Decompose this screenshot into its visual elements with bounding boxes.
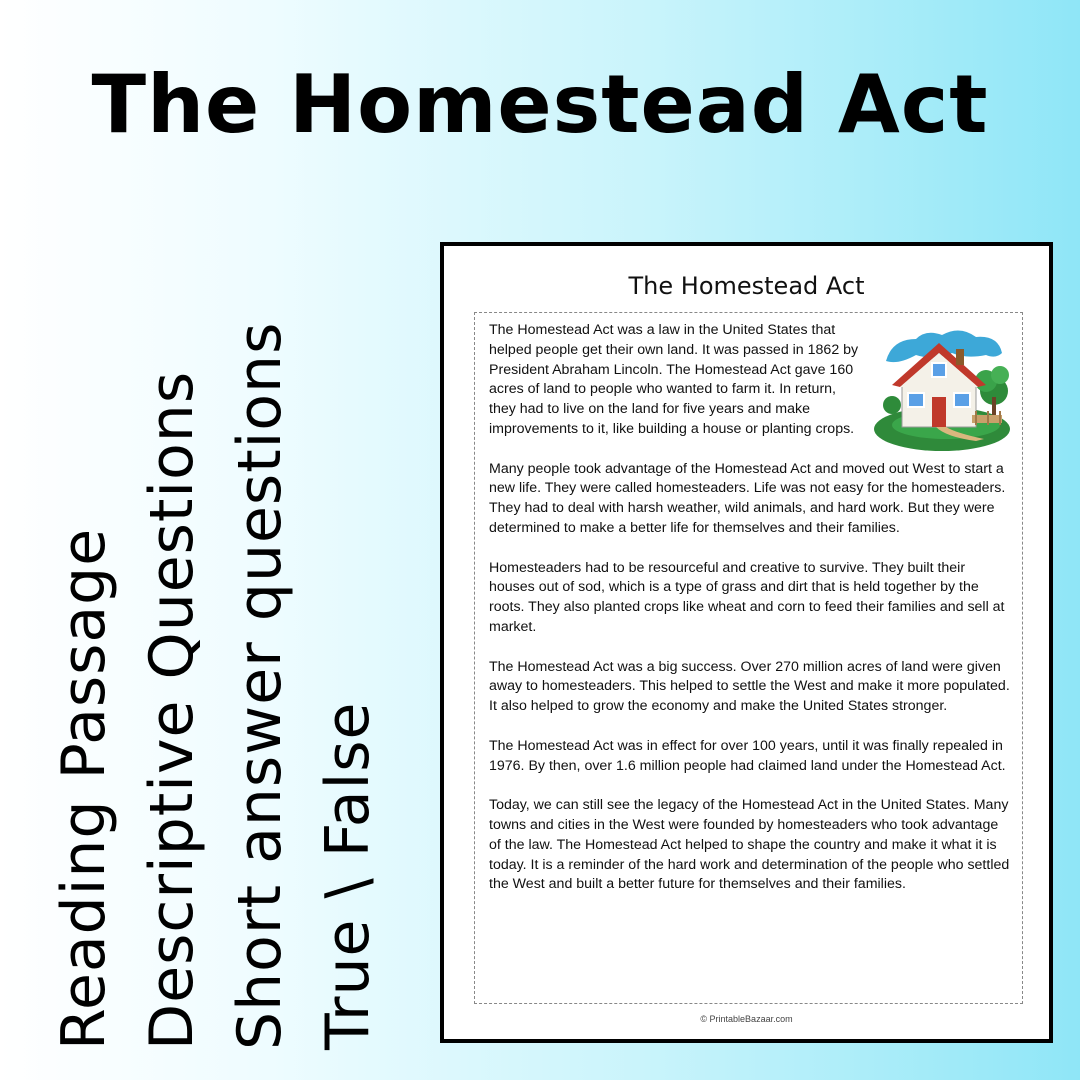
label-descriptive-questions: Descriptive Questions — [137, 370, 207, 1050]
side-labels — [40, 290, 392, 1050]
paragraph-1: The Homestead Act was a law in the United States that helped people get their own land. It was passed in 1862 by President Abraham Lincoln. The Homestead Act gave 160 acres of land to people who wanted to farm it. In return, they had to live on the land for five years and make improvements to it, like building a house or planting crops. — [489, 322, 859, 437]
worksheet-title: The Homestead Act — [628, 272, 865, 300]
paragraph-5: The Homestead Act was in effect for over 100 years, until it was finally repealed in 1976. By then, over 1.6 million people had claimed land under the Homestead Act. — [489, 737, 1006, 774]
worksheet-preview — [440, 242, 1053, 1043]
page-title: The Homestead Act — [91, 58, 989, 151]
paragraph-2: Many people took advantage of the Homestead Act and moved out West to start a new life. They were called homesteaders. Life was not easy for the homesteaders. They had to deal with harsh weather, wild animals, and hard work. But they were determined to make a better life for themselves and their families. — [489, 460, 1006, 536]
paragraph-3: Homesteaders had to be resourceful and creative to survive. They built their houses out of sod, which is a type of grass and dirt that is held together by the roots. They also planted crops like wheat and corn to feed their families and sell at market. — [489, 559, 1005, 635]
label-true-false: True \ False — [313, 701, 383, 1050]
copyright-footer: © PrintableBazaar.com — [700, 1014, 793, 1024]
label-short-answer-questions: Short answer questions — [225, 321, 295, 1050]
passage-box — [474, 312, 1023, 1004]
paragraph-6: Today, we can still see the legacy of the Homestead Act in the United States. Many towns and cities in the West were founded by homesteaders who took advantage of the law. The Homestead Act helped to shape the country and make it what it is today. It is a reminder of the hard work and determination of the people who settled the West and built a better future for themselves and their families. — [489, 797, 1010, 893]
label-reading-passage: Reading Passage — [49, 527, 119, 1050]
passage-text — [489, 321, 1011, 895]
paragraph-4: The Homestead Act was a big success. Over 270 million acres of land were given away to homesteaders. This helped to settle the West and make it more populated. It also helped to grow the economy and make the United States stronger. — [489, 658, 1010, 715]
